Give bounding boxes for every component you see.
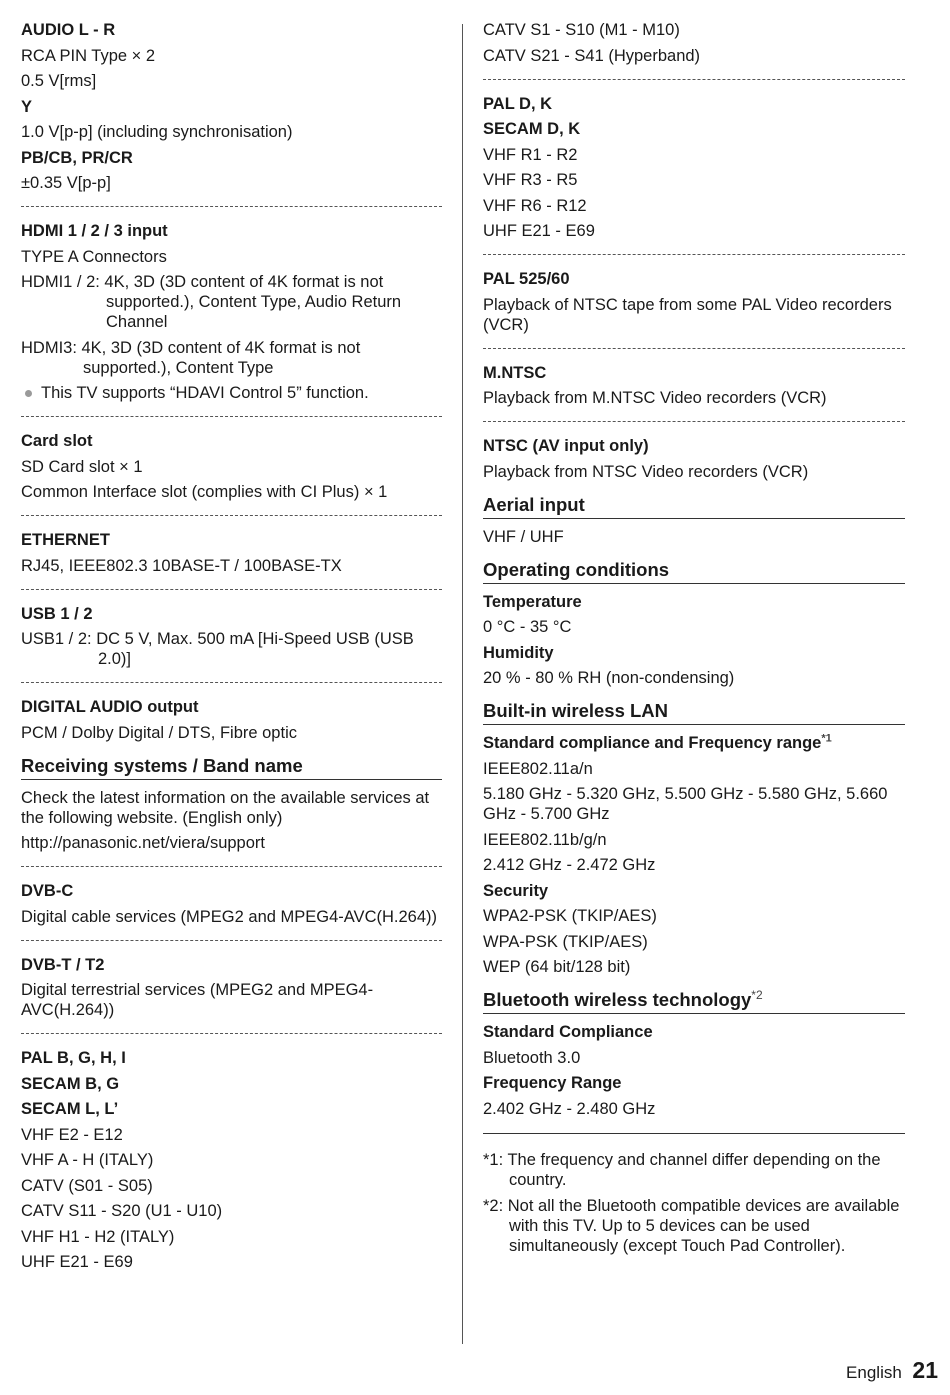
ethernet-line: RJ45, IEEE802.3 10BASE-T / 100BASE-TX <box>21 556 342 575</box>
dashed-separator <box>483 348 905 349</box>
page-footer <box>846 1357 938 1383</box>
security-line: WPA2-PSK (TKIP/AES) <box>483 907 657 925</box>
dashed-separator <box>21 1033 442 1034</box>
security-heading: Security <box>483 881 549 900</box>
band-line: UHF E21 - E69 <box>21 1253 133 1271</box>
mntsc-line: Playback from M.NTSC Video recorders (VCR) <box>483 389 827 407</box>
dvbc-line: Digital cable services (MPEG2 and MPEG4-AVC(H.264)) <box>21 907 437 926</box>
wlan-standard-line: IEEE802.11b/g/n <box>483 830 607 849</box>
dashed-separator <box>21 940 442 941</box>
hdmi-connector: TYPE A Connectors <box>21 247 167 266</box>
y-line: 1.0 V[p-p] (including synchronisation) <box>21 123 293 141</box>
wlan-standard-heading <box>483 733 905 753</box>
mntsc-heading: M.NTSC <box>483 363 547 382</box>
band-line: UHF E21 - E69 <box>483 222 595 240</box>
wlan-standard-line: IEEE802.11a/n <box>483 759 593 778</box>
audio-lr-line: 0.5 V[rms] <box>21 72 97 90</box>
ntsc-heading: NTSC (AV input only) <box>483 437 649 455</box>
audio-lr-heading: AUDIO L - R <box>21 21 116 39</box>
dashed-separator <box>21 589 442 590</box>
dvbc-heading: DVB-C <box>21 882 74 900</box>
section-title-wlan: Built-in wireless LAN <box>483 700 905 725</box>
ethernet-heading: ETHERNET <box>21 531 110 549</box>
digital-audio-line: PCM / Dolby Digital / DTS, Fibre optic <box>21 723 297 742</box>
pal525-heading: PAL 525/60 <box>483 270 570 288</box>
band-line: CATV (S01 - S05) <box>21 1176 153 1195</box>
page-number: 21 <box>912 1357 938 1383</box>
bt-standard-value: Bluetooth 3.0 <box>483 1048 581 1067</box>
card-slot-line: Common Interface slot (complies with CI Plus) × 1 <box>21 483 388 501</box>
hdmi12-spec: HDMI1 / 2: 4K, 3D (3D content of 4K format is not supported.), Content Type, Audio Return Channel <box>21 273 402 331</box>
dashed-separator <box>21 682 442 683</box>
wlan-standard-line: 2.412 GHz - 2.472 GHz <box>483 856 656 874</box>
security-line: WEP (64 bit/128 bit) <box>483 958 631 976</box>
band-line: CATV S1 - S10 (M1 - M10) <box>483 21 680 39</box>
y-heading: Y <box>21 97 33 116</box>
support-url[interactable]: http://panasonic.net/viera/support <box>21 834 265 852</box>
dashed-separator <box>21 206 442 207</box>
dvbt-line: Digital terrestrial services (MPEG2 and MPEG4-AVC(H.264)) <box>21 981 374 1019</box>
dashed-separator <box>21 866 442 867</box>
card-slot-heading: Card slot <box>21 432 93 450</box>
band-line: VHF A - H (ITALY) <box>21 1151 154 1169</box>
band-line: CATV S21 - S41 (Hyperband) <box>483 46 701 65</box>
band-line: VHF E2 - E12 <box>21 1125 123 1144</box>
pbpr-line: ±0.35 V[p-p] <box>21 174 111 192</box>
security-line: WPA-PSK (TKIP/AES) <box>483 932 648 951</box>
usb-spec: USB1 / 2: DC 5 V, Max. 500 mA [Hi-Speed USB (USB 2.0)] <box>21 630 414 668</box>
wlan-standard-label: Standard compliance and Frequency range <box>483 734 822 752</box>
dvbt-heading: DVB-T / T2 <box>21 955 105 974</box>
pal-dk-heading: PAL D, K <box>483 94 553 113</box>
bluetooth-title-text: Bluetooth wireless technology <box>483 989 752 1010</box>
column-divider <box>462 24 463 1344</box>
aerial-text: VHF / UHF <box>483 527 564 546</box>
footnote-2: *2: Not all the Bluetooth compatible devices are available with this TV. Up to 5 devices can be used simultaneously (except Touch Pad Controller). <box>483 1196 900 1255</box>
humidity-heading: Humidity <box>483 643 554 662</box>
left-column <box>21 20 442 1278</box>
dashed-separator <box>21 416 442 417</box>
usb-heading: USB 1 / 2 <box>21 604 93 623</box>
hdmi3-spec: HDMI3: 4K, 3D (3D content of 4K format is not supported.), Content Type <box>21 338 361 377</box>
footnote-1: *1: The frequency and channel differ depending on the country. <box>483 1150 881 1189</box>
dashed-separator <box>483 421 905 422</box>
bt-standard-heading: Standard Compliance <box>483 1023 653 1041</box>
band-line: VHF R3 - R5 <box>483 171 578 189</box>
band-line: VHF R1 - R2 <box>483 145 578 164</box>
section-title-receiving: Receiving systems / Band name <box>21 755 442 780</box>
dashed-separator <box>483 254 905 255</box>
temperature-value: 0 °C - 35 °C <box>483 618 572 636</box>
band-line: VHF R6 - R12 <box>483 196 587 215</box>
pal-bg-heading: SECAM L, L’ <box>21 1100 119 1118</box>
humidity-value: 20 % - 80 % RH (non-condensing) <box>483 669 735 687</box>
ntsc-line: Playback from NTSC Video recorders (VCR) <box>483 462 809 481</box>
band-line: CATV S11 - S20 (U1 - U10) <box>21 1202 223 1220</box>
band-line: VHF H1 - H2 (ITALY) <box>21 1227 175 1246</box>
footnote-marker: *2 <box>751 987 763 1002</box>
bt-frequency-heading: Frequency Range <box>483 1074 622 1092</box>
receiving-text: Check the latest information on the available services at the following website. (English only) <box>21 788 430 827</box>
section-title-operating: Operating conditions <box>483 559 905 584</box>
wlan-standard-line: 5.180 GHz - 5.320 GHz, 5.500 GHz - 5.580 GHz, 5.660 GHz - 5.700 GHz <box>483 785 888 823</box>
dashed-separator <box>21 515 442 516</box>
right-column <box>483 20 905 1262</box>
pbpr-heading: PB/CB, PR/CR <box>21 148 133 167</box>
temperature-heading: Temperature <box>483 592 582 611</box>
footer-language: English <box>846 1363 902 1382</box>
pal-dk-heading: SECAM D, K <box>483 120 581 138</box>
pal-bg-heading: PAL B, G, H, I <box>21 1049 126 1067</box>
section-title-aerial: Aerial input <box>483 494 905 519</box>
hdavi-bullet: This TV supports “HDAVI Control 5” function. <box>21 383 442 403</box>
footnote-rule <box>483 1133 905 1134</box>
audio-lr-line: RCA PIN Type × 2 <box>21 46 156 65</box>
digital-audio-heading: DIGITAL AUDIO output <box>21 698 199 716</box>
pal-bg-heading: SECAM B, G <box>21 1074 120 1093</box>
hdmi-heading: HDMI 1 / 2 / 3 input <box>21 222 168 240</box>
section-title-bluetooth <box>483 989 905 1014</box>
pal525-line: Playback of NTSC tape from some PAL Video recorders (VCR) <box>483 295 892 334</box>
footnote-marker: *1 <box>821 732 832 745</box>
card-slot-line: SD Card slot × 1 <box>21 457 143 476</box>
dashed-separator <box>483 79 905 80</box>
bt-frequency-value: 2.402 GHz - 2.480 GHz <box>483 1099 656 1118</box>
